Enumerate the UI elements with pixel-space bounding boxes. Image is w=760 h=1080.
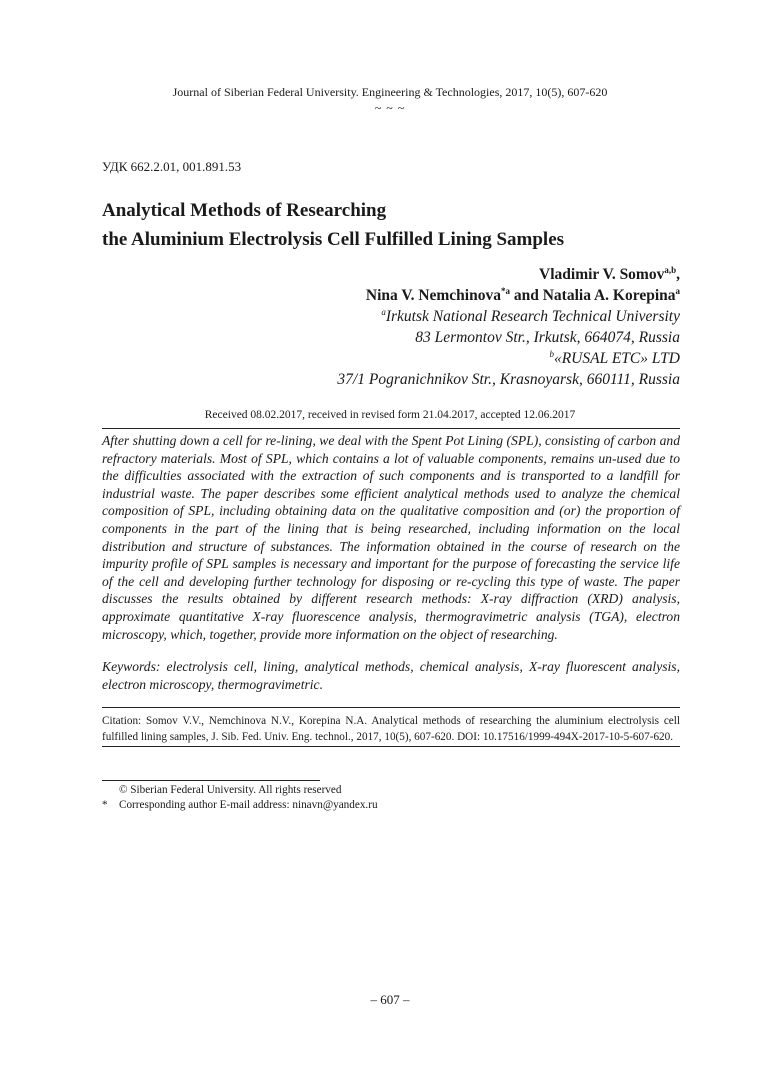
corresponding-email: Corresponding author E-mail address: ninavn@yandex.ru [119,799,378,811]
author-somov: Vladimir V. Somov [539,266,665,283]
author-nemchinova-affiliation: *a [500,285,510,296]
journal-header: Journal of Siberian Federal University. Engineering & Technologies, 2017, 10(5), 607-620 [172,85,608,99]
footnote-copyright: © Siberian Federal University. All rights reserved [119,784,342,796]
header-separator: ~ ~ ~ [374,101,406,115]
footnote-asterisk: * [102,799,108,811]
affiliation-b-address: 37/1 Pogranichnikov Str., Krasnoyarsk, 660111, Russia [337,371,680,388]
abstract-text: After shutting down a cell for re-lining, we deal with the Spent Pot Lining (SPL), consisting of carbon and refractory materials. Most of SPL, which contains a lot of valuable components, remains un-used due to the difficulties associated with the extraction of such components and is transported to a landfill for industrial waste. The paper describes some efficient analytical methods used to analyze the chemical composition of SPL, including obtaining data on the qualitative composition and (or) the proportion of components in the part of the lining that is being researched, including information on the local distribution and structure of substances. The information obtained in the course of research on the impurity profile of SPL samples is necessary and important for the purpose of forecasting the service life of the cell and developing further technology for disposing or re-cycling this type of waste. The paper discusses the results obtained by different research methods: X-ray diffraction (XRD) analysis, approximate quantitative X-ray fluorescence analysis, thermogravimetric analysis (TGA), electron microscopy, which, together, provide more information on the object of researching. [102,433,680,642]
footnote-corresponding [102,799,378,811]
article-title [102,196,564,254]
affiliation-a-name: $^a$Irkutsk National Research Technical University [381,306,680,325]
footnote-rule [102,780,320,781]
author-line-2 [337,285,680,306]
author-korepina-affiliation: a [675,285,680,296]
abstract-top-rule [102,428,680,429]
keywords-text: Keywords: electrolysis cell, lining, analytical methods, chemical analysis, X-ray fluorescent analysis, electron microscopy, thermogravimetric. [102,659,680,692]
title-line-1: Analytical Methods of Researching [102,200,387,221]
affiliation-a-address: 83 Lermontov Str., Irkutsk, 664074, Russia [415,329,680,346]
author-somov-affiliation: a,b [664,264,677,275]
received-dates: Received 08.02.2017, received in revised form 21.04.2017, accepted 12.06.2017 [204,409,576,421]
udk-code: УДК 662.2.01, 001.891.53 [102,159,242,174]
author-line-1 [337,264,680,285]
citation-bottom-rule [102,746,680,747]
author-korepina: Natalia A. Korepina [542,287,676,304]
title-line-2: the Aluminium Electrolysis Cell Fulfilled Lining Samples [102,229,565,250]
author-nemchinova: Nina V. Nemchinova [365,287,501,304]
affiliation-a-mark: a [381,306,386,317]
citation-top-rule [102,707,680,708]
page-number: – 607 – [370,992,410,1007]
affiliation-b-name: $^b$«RUSAL ETC» LTD [549,348,680,367]
citation-text: Citation: Somov V.V., Nemchinova N.V., Korepina N.A. Analytical methods of researching the aluminium electrolysis cell fulfilled lining samples, J. Sib. Fed. Univ. Eng. technol., 2017, 10(5), 607-620. DOI: 10.17516/1999-494X-2017-10-5-607-620. [102,715,680,743]
author-and: and [509,287,543,304]
author-separator: , [676,266,680,283]
authors-block [337,264,680,390]
affiliation-b-mark: b [549,348,554,359]
